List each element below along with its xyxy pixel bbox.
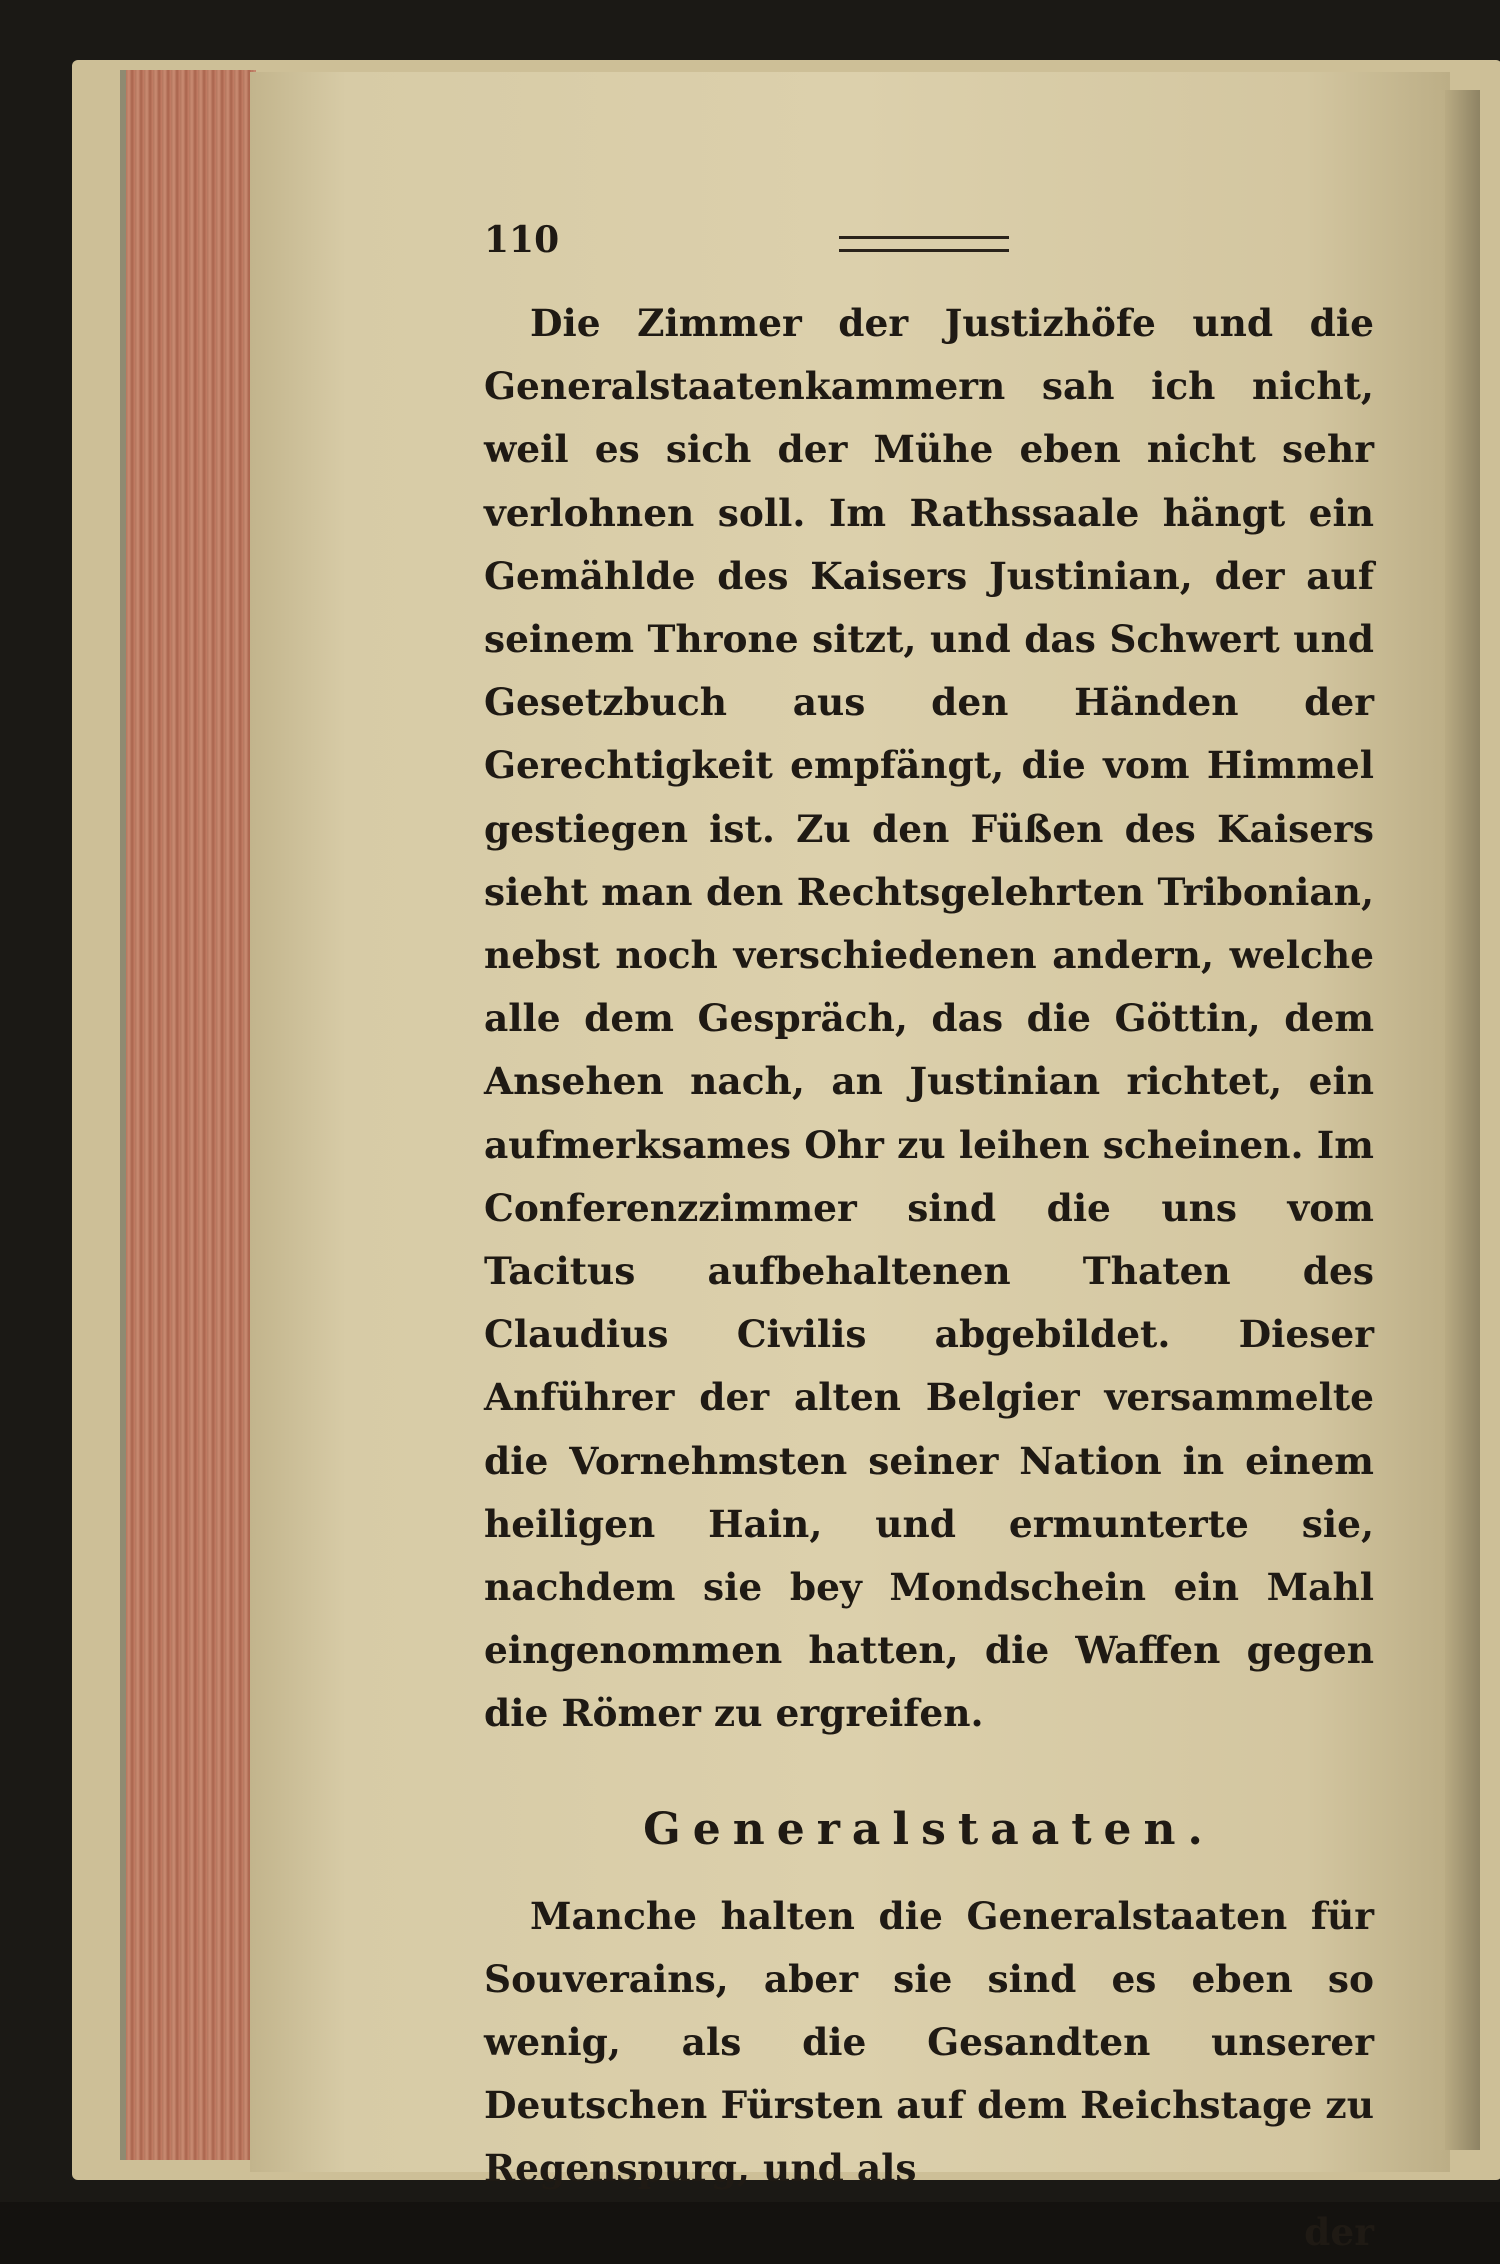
page-gutter [1445, 90, 1480, 2150]
page-content [484, 210, 1374, 2264]
page-edges [120, 70, 256, 2160]
paragraph-2: Manche halten die Generalstaaten für Souverains, aber sie sind es eben so wenig, als die Gesandten unserer Deutschen Fürsten auf dem Reichstage zu Regenspurg, und als [484, 1893, 1374, 2191]
paragraph-1: Die Zimmer der Justizhöfe und die Generalstaatenkammern sah ich nicht, weil es sich der Mühe eben nicht sehr verlohnen soll. Im Rathssaale hängt ein Gemählde des Kaisers Justinian, der auf seinem Throne sitzt, und das Schwert und Gesetzbuch aus den Händen der Gerechtigkeit empfängt, die vom Himmel gestiegen ist. Zu den Füßen des Kaisers sieht man den Rechtsgelehrten Tribonian, nebst noch verschiedenen andern, welche alle dem Gespräch, das die Göttin, dem Ansehen nach, an Justinian richtet, ein aufmerksames Ohr zu leihen scheinen. Im Conferenzzimmer sind die uns vom Tacitus aufbehaltenen Thaten des Claudius Civilis abgebildet. Dieser Anführer der alten Belgier versammelte die Vornehmsten seiner Nation in einem heiligen Hain, und ermunterte sie, nachdem sie bey Mondschein ein Mahl eingenommen hatten, die Waffen gegen die Römer zu ergreifen. [484, 301, 1374, 1736]
page-header [484, 210, 1374, 270]
page-number: 110 [484, 219, 560, 261]
section-title: Generalstaaten. [643, 1803, 1215, 1855]
header-rule [839, 236, 1009, 252]
catchword: der [1304, 2209, 1374, 2254]
